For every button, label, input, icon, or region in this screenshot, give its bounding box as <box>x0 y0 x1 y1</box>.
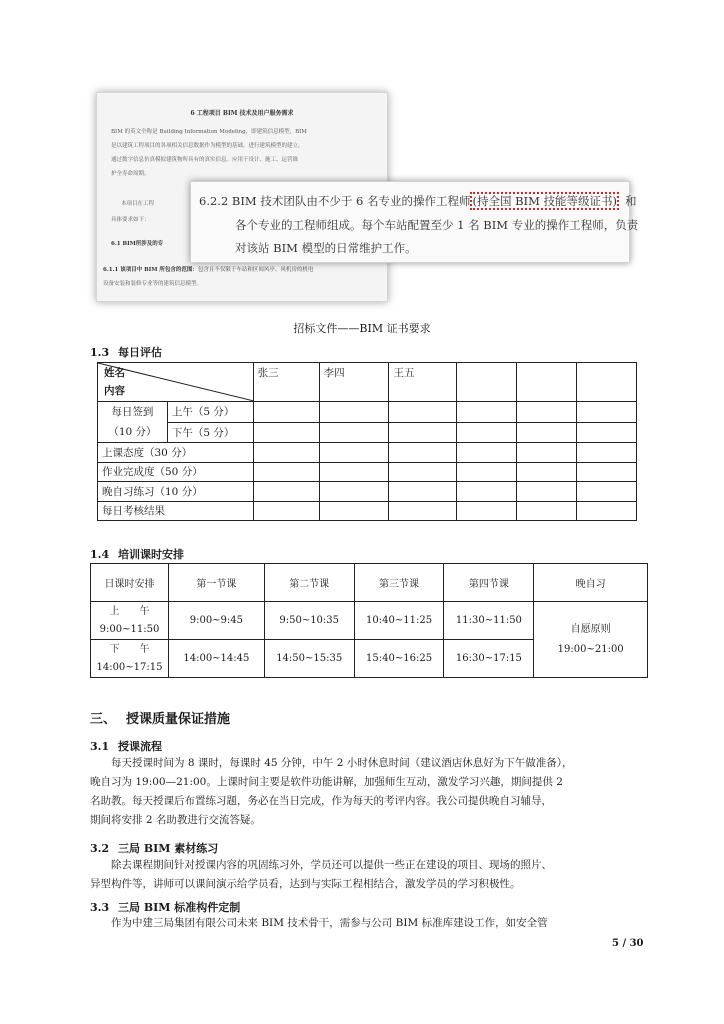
doc-line-4: 护全寿命周期。 <box>111 171 150 177</box>
table-cell <box>319 422 389 443</box>
table-cell <box>253 402 319 423</box>
heading-3-3-title: 三局 BIM 标准构件定制 <box>118 901 241 914</box>
header-period-3: 第三节课 <box>354 564 444 602</box>
table-row <box>98 462 637 482</box>
table-cell <box>457 482 517 502</box>
doc-title: 6 工程项目 BIM 技术及用户服务需求 <box>190 110 294 117</box>
name-lisi: 李四 <box>319 363 389 402</box>
afternoon-label: 下 午 <box>109 643 150 655</box>
heading-1-4-number: 1.4 <box>90 548 110 561</box>
table-cell <box>457 501 517 521</box>
heading-1-4 <box>90 546 184 562</box>
row-homework: 作业完成度（50 分） <box>98 462 254 482</box>
table-cell <box>389 482 457 502</box>
heading-1-3-number: 1.3 <box>90 346 110 359</box>
diagonal-header-cell <box>98 363 254 402</box>
table-cell <box>389 462 457 482</box>
morning-slot-4: 11:30~11:50 <box>444 602 534 640</box>
paragraph-3-1-line-3: 名助教。每天授课后布置练习题，务必在当日完成，作为每天的考评内容。我公司提供晚自习辅导， <box>90 795 552 807</box>
paragraph-3-2-line-1: 除去课程期间针对授课内容的巩固练习外，学员还可以提供一些正在建设的项目、现场的照片、 <box>90 859 552 871</box>
heading-3-2 <box>90 840 218 856</box>
paragraph-3-1-line-4: 期间将安排 2 名助教进行交流答疑。 <box>90 814 261 826</box>
table-cell <box>517 482 577 502</box>
paragraph-3-2-line-2: 异型构件等，讲师可以课间演示给学员看，达到与实际工程相结合，激发学员的学习积极性。 <box>90 878 521 890</box>
morning-range: 9:00~11:50 <box>99 623 160 635</box>
table-cell <box>389 501 457 521</box>
table-cell <box>253 501 319 521</box>
header-evening-study: 晚自习 <box>534 564 648 602</box>
page-number: 5 / 30 <box>612 938 644 949</box>
table-cell <box>253 462 319 482</box>
doc-line-5: 本项目在工程 <box>121 201 155 207</box>
table-row <box>98 422 637 443</box>
doc-item-6-1-1-bold: 6.1.1 该项目中 BIM 所包含的范围： <box>103 267 198 273</box>
table-cell <box>457 462 517 482</box>
table-cell <box>577 363 637 402</box>
afternoon-range: 14:00~17:15 <box>96 661 163 673</box>
afternoon-label-cell <box>91 640 169 678</box>
table-cell <box>253 482 319 502</box>
table-cell <box>319 501 389 521</box>
row-afternoon: 下午（5 分） <box>167 422 253 443</box>
table-cell <box>319 443 389 463</box>
morning-slot-1: 9:00~9:45 <box>168 602 264 640</box>
header-content-label: 内容 <box>104 385 125 397</box>
doc-heading-6-1: 6.1 BIM所涉及的专 <box>111 241 164 247</box>
afternoon-slot-4: 16:30~17:15 <box>444 640 534 678</box>
table-cell <box>577 462 637 482</box>
name-zhangsan: 张三 <box>253 363 319 402</box>
table-cell <box>577 501 637 521</box>
table-cell <box>319 482 389 502</box>
table-cell <box>389 443 457 463</box>
row-morning: 上午（5 分） <box>167 402 253 423</box>
table-cell <box>457 422 517 443</box>
paragraph-3-3-line-1: 作为中建三局集团有限公司未来 BIM 技术骨干，需参与公司 BIM 标准库建设工作，如安全管 <box>90 917 548 929</box>
training-schedule-table <box>90 563 648 678</box>
table-cell <box>517 462 577 482</box>
heading-3-1 <box>90 738 162 754</box>
figure-caption: 招标文件——BIM 证书要求 <box>293 322 431 335</box>
doc-item-6-1-1 <box>103 265 313 273</box>
heading-section-3-number: 三、 <box>90 712 117 727</box>
heading-1-4-title: 培训课时安排 <box>118 548 184 561</box>
heading-3-1-number: 3.1 <box>90 740 110 753</box>
table-cell <box>577 402 637 423</box>
table-cell <box>577 422 637 443</box>
doc-item-6-1-1-line2: 设备安装和装修专业等的建筑信息模型。 <box>103 281 203 287</box>
table-row <box>98 482 637 502</box>
table-row <box>98 501 637 521</box>
heading-1-3-title: 每日评估 <box>118 346 162 359</box>
doc-line-6: 具体要求如下： <box>111 217 150 223</box>
table-row <box>98 402 637 423</box>
afternoon-slot-2: 14:50~15:35 <box>264 640 354 678</box>
daily-evaluation-table <box>97 362 637 521</box>
heading-section-3-title: 授课质量保证措施 <box>126 712 231 727</box>
heading-3-1-title: 授课流程 <box>118 740 162 753</box>
doc-item-6-1-1-rest: 包含且不仅限于车站和区间风亭、风机房的机电 <box>197 267 314 273</box>
row-attitude: 上课态度（30 分） <box>98 443 254 463</box>
morning-label-cell <box>91 602 169 640</box>
doc-line-1: BIM 的英文全称是 Building Information Modeling，即建筑信息模型，BIM <box>111 129 307 135</box>
paragraph-3-2 <box>90 856 552 894</box>
evening-cell <box>534 602 648 678</box>
zoom-line-1 <box>199 193 637 209</box>
afternoon-slot-3: 15:40~16:25 <box>354 640 444 678</box>
header-period-1: 第一节课 <box>168 564 264 602</box>
table-cell <box>577 443 637 463</box>
doc-line-3: 通过数字信息仿真模拟建筑物所具有的真实信息。应用于设计、施工、运营维 <box>111 157 299 163</box>
zoom-line-2: 各个专业的工程师组成。每个车站配置至少 1 名 BIM 专业的操作工程师，负责 <box>235 218 639 232</box>
heading-3-3-number: 3.3 <box>90 901 110 914</box>
table-cell <box>517 501 577 521</box>
header-period-2: 第二节课 <box>264 564 354 602</box>
table-cell <box>517 422 577 443</box>
table-cell <box>517 363 577 402</box>
paragraph-3-1-line-2: 晚自习为 19:00—21:00。上课时间主要是软件功能讲解，加强师生互动，激发学习兴趣，期间提供 2 <box>90 776 563 788</box>
heading-3-3 <box>90 899 240 915</box>
row-result: 每日考核结果 <box>98 501 254 521</box>
table-row <box>98 443 637 463</box>
table-cell <box>457 443 517 463</box>
table-cell <box>389 422 457 443</box>
row-evening: 晚自习练习（10 分） <box>98 482 254 502</box>
paragraph-3-1-line-1: 每天授课时间为 8 课时，每课时 45 分钟，中午 2 小时休息时间（建议酒店休息好为下午做准备）， <box>90 757 573 769</box>
heading-3-2-title: 三局 BIM 素材练习 <box>118 842 219 855</box>
doc-line-2: 是以建筑工程项目的各项相关信息数据作为模型的基础，进行建筑模型的建立， <box>111 143 304 149</box>
table-row <box>91 602 648 640</box>
zoom-line-1-b: 和 <box>625 194 637 208</box>
morning-slot-3: 10:40~11:25 <box>354 602 444 640</box>
header-daily-schedule: 日课时安排 <box>91 564 169 602</box>
table-row <box>91 564 648 602</box>
zoom-line-3: 对该站 BIM 模型的日常维护工作。 <box>235 241 417 255</box>
table-cell <box>319 402 389 423</box>
table-cell <box>577 482 637 502</box>
header-name-label: 姓名 <box>104 367 125 379</box>
header-period-4: 第四节课 <box>444 564 534 602</box>
table-cell <box>389 402 457 423</box>
table-cell <box>253 443 319 463</box>
checkin-label-1: 每日签到 <box>111 406 154 418</box>
heading-section-3 <box>90 708 230 727</box>
table-cell <box>457 363 517 402</box>
table-cell <box>457 402 517 423</box>
zoom-line-1-a: 6.2.2 BIM 技术团队由不少于 6 名专业的操作工程师 <box>199 194 471 208</box>
morning-slot-2: 9:50~10:35 <box>264 602 354 640</box>
zoomed-callout <box>190 181 639 263</box>
checkin-label-cell <box>98 402 168 443</box>
table-cell <box>517 402 577 423</box>
afternoon-slot-1: 14:00~14:45 <box>168 640 264 678</box>
evening-label: 自愿原则 <box>570 623 611 635</box>
paragraph-3-3 <box>90 914 548 933</box>
paragraph-3-1 <box>90 754 573 830</box>
checkin-label-2: （10 分） <box>108 426 157 438</box>
morning-label: 上 午 <box>109 605 150 617</box>
table-cell <box>517 443 577 463</box>
table-cell <box>319 462 389 482</box>
table-cell <box>253 422 319 443</box>
heading-1-3 <box>90 344 162 360</box>
evening-time: 19:00~21:00 <box>557 643 624 655</box>
heading-3-2-number: 3.2 <box>90 842 110 855</box>
certificate-highlight: (持全国 BIM 技能等级证书) <box>472 194 618 208</box>
name-wangwu: 王五 <box>389 363 457 402</box>
